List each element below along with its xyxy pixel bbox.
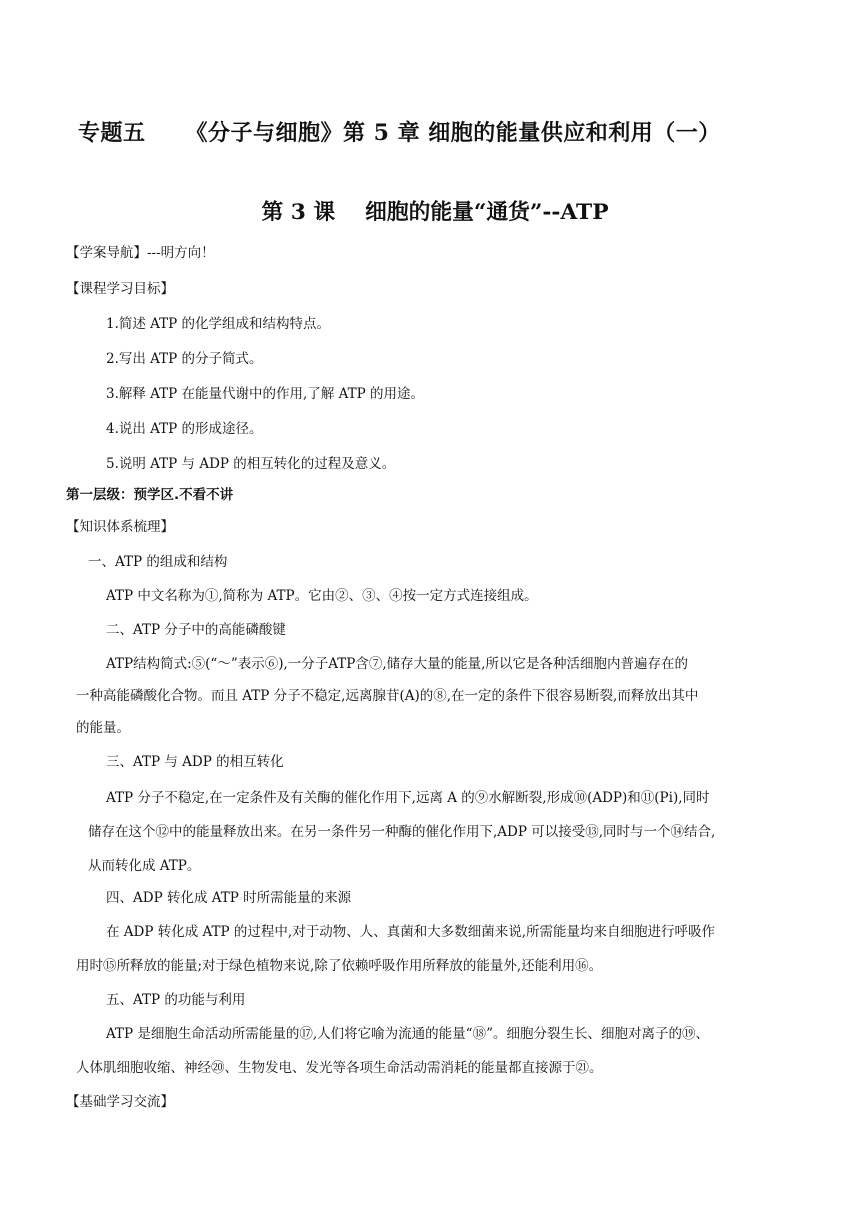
knowledge-label: 【知识体系梳理】 <box>66 519 174 535</box>
goal-item: 4.说出 ATP 的形成途径。 <box>106 421 263 437</box>
section-heading: 三、ATP 与 ADP 的相互转化 <box>106 754 284 770</box>
section-text: ATP结构简式:⑤(“～”表示⑥),一分子ATP含⑦,储存大量的能量,所以它是各种活细胞内普遍存在的 <box>106 656 688 672</box>
title-part1: 专题五 <box>78 120 146 146</box>
section-text: 储存在这个⑫中的能量释放出来。在另一条件另一种酶的催化作用下,ADP 可以接受⑬,同时与一个⑭结合, <box>88 824 716 840</box>
level1-title: 第一层级：预学区.不看不讲 <box>66 487 234 503</box>
goal-item: 5.说明 ATP 与 ADP 的相互转化的过程及意义。 <box>106 456 396 472</box>
title-part2: 《分子与细胞》第 5 章 细胞的能量供应和利用（一） <box>185 120 721 146</box>
section-text: 人体肌细胞收缩、神经⑳、生物发电、发光等各项生命活动需消耗的能量都直接源于㉑。 <box>76 1060 603 1076</box>
lesson-title <box>0 195 860 226</box>
goal-item: 2.写出 ATP 的分子简式。 <box>106 351 263 367</box>
goal-item: 1.简述 ATP 的化学组成和结构特点。 <box>106 316 331 332</box>
section-text: ATP 是细胞生命活动所需能量的⑰,人们将它喻为流通的能量“⑱”。细胞分裂生长、细胞对离子的⑲、 <box>106 1026 709 1042</box>
section-text: 的能量。 <box>76 720 130 736</box>
guide-label: 【学案导航】---明方向！ <box>66 245 215 261</box>
subtitle-part2: 细胞的能量“通货”--ATP <box>365 200 609 225</box>
document-title <box>78 116 721 147</box>
goals-label: 【课程学习目标】 <box>66 281 174 297</box>
section-text: 用时⑮所释放的能量;对于绿色植物来说,除了依赖呼吸作用所释放的能量外,还能利用⑯。 <box>76 958 603 974</box>
basic-label: 【基础学习交流】 <box>66 1094 174 1110</box>
section-heading: 一、ATP 的组成和结构 <box>88 554 228 570</box>
section-text: 在 ADP 转化成 ATP 的过程中,对于动物、人、真菌和大多数细菌来说,所需能量均来自细胞进行呼吸作 <box>106 924 716 940</box>
section-text: 从而转化成 ATP。 <box>88 858 201 874</box>
subtitle-part1: 第 3 课 <box>261 200 336 225</box>
section-text: ATP 中文名称为①,简称为 ATP。它由②、③、④按一定方式连接组成。 <box>106 588 538 604</box>
section-heading: 五、ATP 的功能与利用 <box>106 992 246 1008</box>
section-text: ATP 分子不稳定,在一定条件及有关酶的催化作用下,远离 A 的⑨水解断裂,形成⑩(ADP)和⑪(Pi),同时 <box>106 790 710 806</box>
section-heading: 四、ADP 转化成 ATP 时所需能量的来源 <box>106 890 352 906</box>
goal-item: 3.解释 ATP 在能量代谢中的作用,了解 ATP 的用途。 <box>106 386 425 402</box>
section-heading: 二、ATP 分子中的高能磷酸键 <box>106 622 286 638</box>
section-text: 一种高能磷酸化合物。而且 ATP 分子不稳定,远离腺苷(A)的⑧,在一定的条件下很容易断裂,而释放出其中 <box>76 688 699 704</box>
